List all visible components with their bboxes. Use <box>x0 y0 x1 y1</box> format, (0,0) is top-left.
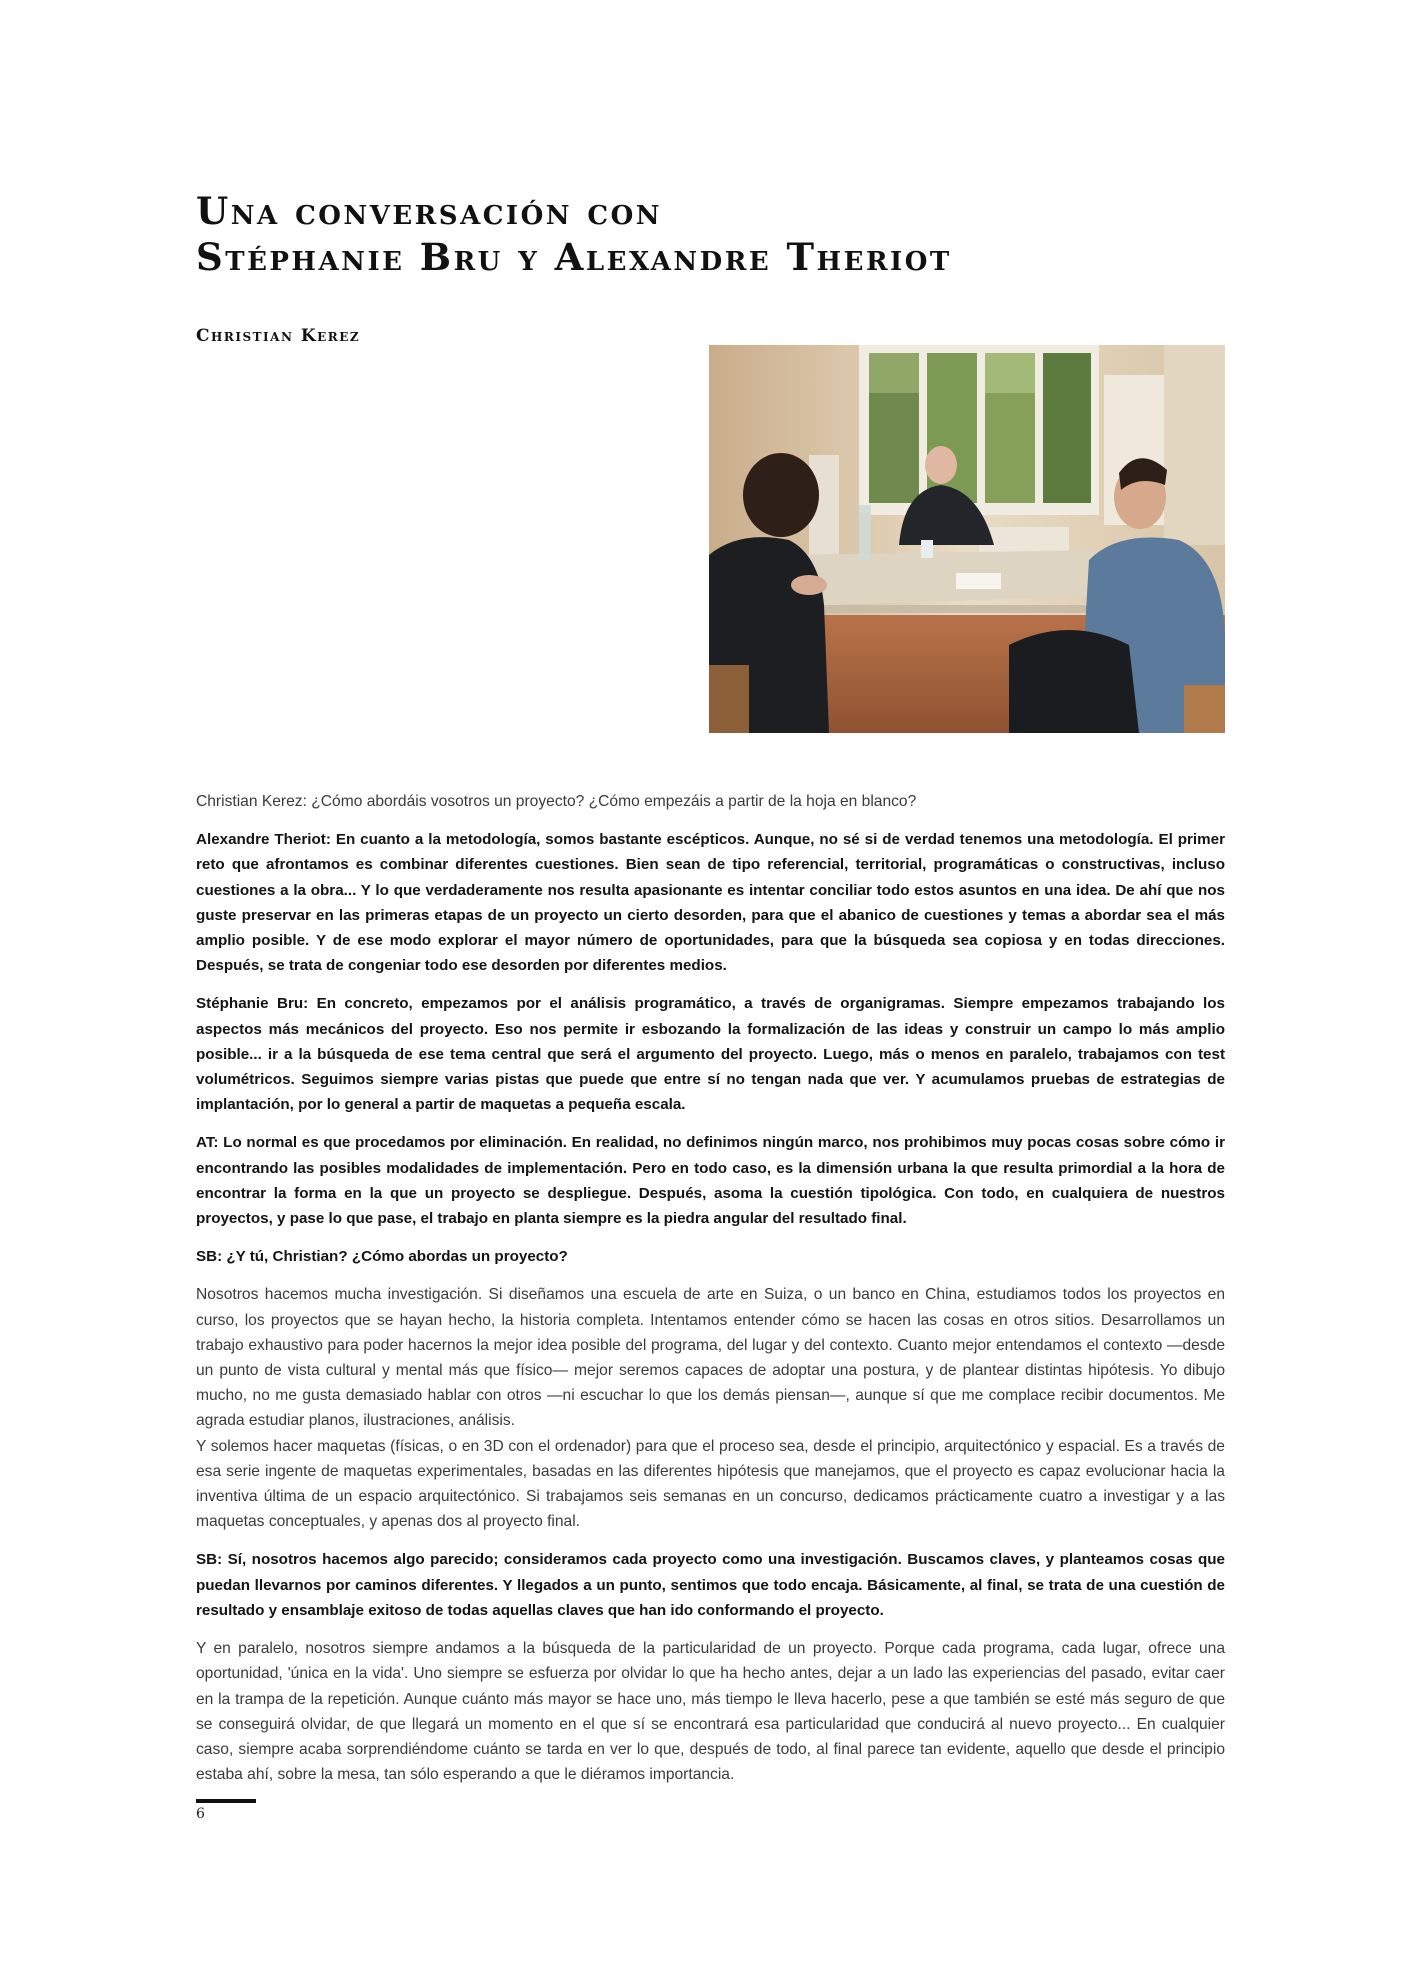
title-line-2: Stéphanie Bru y Alexandre Theriot <box>196 235 952 279</box>
paragraph-sb-1: Stéphanie Bru: En concreto, empezamos por el análisis programático, a través de organigramas. Siempre empezamos trabajando los aspectos más mecánicos del proyecto. Eso nos permite ir esbozando la formalización de las ideas y construir un campo lo más amplio posible... ir a la búsqueda de ese tema central que será el argumento del proyecto. Luego, más o menos en paralelo, trabajamos con test volumétricos. Seguimos siempre varias pistas que puede que entre sí no tengan nada que ver. Y acumulamos pruebas de estrategias de implantación, por lo general a partir de maquetas a pequeña escala. <box>196 995 1225 1114</box>
interview-photo <box>709 345 1225 733</box>
paragraph-at-1: Alexandre Theriot: En cuanto a la metodología, somos bastante escépticos. Aunque, no sé si de verdad tenemos una metodología. El primer reto que afrontamos es combinar diferentes cuestiones. Bien sean de tipo referencial, territorial, programáticas o constructivas, incluso cuestiones a la obra... Y lo que verdaderamente nos resulta apasionante es intentar conciliar todo estos asuntos en una idea. De ahí que nos guste preservar en las primeras etapas de un proyecto un cierto desorden, para que el abanico de cuestiones y temas a abordar sea el más amplio posible. Y de ese modo explorar el mayor número de oportunidades, para que la búsqueda sea copiosa y en todas direcciones. Después, se trata de congeniar todo ese desorden por diferentes medios. <box>196 831 1225 975</box>
paragraph-ck-2: Y solemos hacer maquetas (físicas, o en 3D con el ordenador) para que el proceso sea, desde el principio, arquitectónico y espacial. Es a través de esa serie ingente de maquetas experimentales, basadas en las diferentes hipótesis que manejamos, que el proyecto es capaz evolucionar hacia la inventiva última de un espacio arquitectónico. Si trabajamos seis semanas en un concurso, dedicamos prácticamente cuatro a investigar y a las maquetas conceptuales, y apenas dos al proyecto final. <box>196 1437 1225 1531</box>
paragraph-ck-1: Nosotros hacemos mucha investigación. Si diseñamos una escuela de arte en Suiza, o un banco en China, estudiamos todos los proyectos en curso, los proyectos que se hayan hecho, la historia completa. Intentamos entender cómo se hacen las cosas en otros sitios. Desarrollamos un trabajo exhaustivo para poder hacernos la mejor idea posible del programa, del lugar y del contexto. Cuanto mejor entendamos el contexto —desde un punto de vista cultural y mental más que físico— mejor seremos capaces de adoptar una postura, y de plantear distintas hipótesis. Yo dibujo mucho, no me gusta demasiado hablar con otros —ni escuchar lo que los demás piensan—, aunque sí que me complace recibir documentos. Me agrada estudiar planos, ilustraciones, análisis. <box>196 1286 1225 1430</box>
paragraph-sb-2: SB: Sí, nosotros hacemos algo parecido; consideramos cada proyecto como una investigación. Buscamos claves, y planteamos cosas que puedan llevarnos por caminos diferentes. Y llegados a un punto, sentimos que todo encaja. Básicamente, al final, se trata de una cuestión de resultado y ensamblaje exitoso de todas aquellas claves que han ido conformando el proyecto. <box>196 1551 1225 1619</box>
author-name: Christian Kerez <box>196 326 361 346</box>
interview-photo-icon <box>709 345 1225 733</box>
page-number: 6 <box>196 1806 205 1822</box>
paragraph-at-2: AT: Lo normal es que procedamos por eliminación. En realidad, no definimos ningún marco, nos prohibimos muy pocas cosas sobre cómo ir encontrando las posibles modalidades de implementación. Pero en todo caso, es la dimensión urbana la que resulta primordial a la hora de encontrar la forma en la que un proyecto se despliegue. Después, asoma la cuestión tipológica. Con todo, en cualquiera de nuestros proyectos, y pase lo que pase, el trabajo en planta siempre es la piedra angular del resultado final. <box>196 1134 1225 1228</box>
paragraph-ck-3: Y en paralelo, nosotros siempre andamos a la búsqueda de la particularidad de un proyecto. Porque cada programa, cada lugar, ofrece una oportunidad, 'única en la vida'. Uno siempre se esfuerza por olvidar lo que ha hecho antes, dejar a un lado las experiencias del pasado, evitar caer en la trampa de la repetición. Aunque cuánto más mayor se hace uno, más tiempo le lleva hacerlo, pese a que también se esté más seguro de que se conseguirá olvidar, de que llegará un momento en el que sí se encontrará esa particularidad que conducirá al nuevo proyecto... En cualquier caso, siempre acaba sorprendiéndome cuánto se tarda en ver lo que, después de todo, al final parece tan evidente, aquello que desde el principio estaba ahí, sobre la mesa, tan sólo esperando a que le diéramos importancia. <box>196 1640 1225 1784</box>
footer-rule <box>196 1799 256 1803</box>
paragraph-question-ck: Christian Kerez: ¿Cómo abordáis vosotros un proyecto? ¿Cómo empezáis a partir de la hoja en blanco? <box>196 793 917 810</box>
interview-body <box>196 789 1225 1800</box>
title-line-1: Una conversación con <box>196 189 662 233</box>
paragraph-sb-question: SB: ¿Y tú, Christian? ¿Cómo abordas un proyecto? <box>196 1248 568 1266</box>
article-title <box>196 188 1196 280</box>
